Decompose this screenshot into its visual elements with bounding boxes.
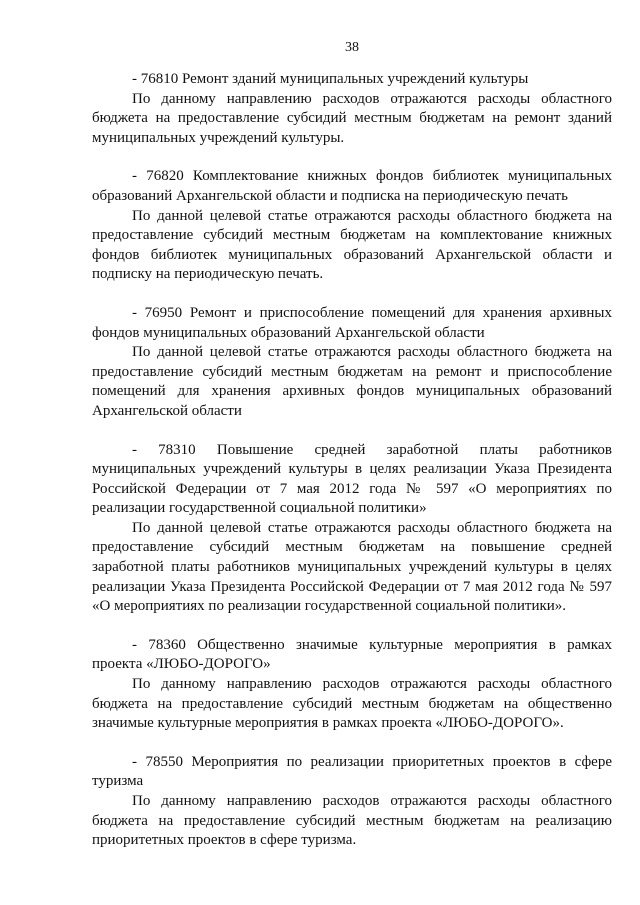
section-76810	[92, 70, 612, 148]
section-76950	[92, 304, 612, 422]
section-78310	[92, 441, 612, 617]
section-body: По данной целевой статье отражаются расходы областного бюджета на предоставление субсидий местным бюджетам на ремонт и приспособление помещений для хранения архивных фондов муниципальных образований Архангельской области	[92, 344, 612, 419]
section-heading: - 78310 Повышение средней заработной платы работников муниципальных учреждений культуры в целях реализации Указа Президента Российской Федерации от 7 мая 2012 года № 597 «О мероприятиях по реализации государственной социальной политики»	[92, 441, 612, 517]
section-heading: - 76820 Комплектование книжных фондов библиотек муниципальных образований Архангельской области и подписка на периодическую печать	[92, 168, 612, 204]
section-body: По данному направлению расходов отражаются расходы областного бюджета на предоставление субсидий местным бюджетам на реализацию приоритетных проектов в сфере туризма.	[92, 793, 612, 849]
section-body: По данному направлению расходов отражаются расходы областного бюджета на предоставление субсидий местным бюджетам на общественно значимые культурные мероприятия в рамках проекта «ЛЮБО-ДОРОГО».	[92, 676, 612, 732]
section-heading: - 76810 Ремонт зданий муниципальных учреждений культуры	[132, 71, 529, 87]
section-body: По данному направлению расходов отражаются расходы областного бюджета на предоставление субсидий местным бюджетам на ремонт зданий муниципальных учреждений культуры.	[92, 90, 612, 146]
section-heading: - 78360 Общественно значимые культурные мероприятия в рамках проекта «ЛЮБО-ДОРОГО»	[92, 636, 612, 673]
document-body	[92, 70, 612, 870]
page-number: 38	[345, 40, 359, 55]
section-heading: - 76950 Ремонт и приспособление помещений для хранения архивных фондов муниципальных образований Архангельской области	[92, 304, 612, 341]
section-76820	[92, 167, 612, 285]
section-heading: - 78550 Мероприятия по реализации приоритетных проектов в сфере туризма	[92, 753, 612, 790]
section-78550	[92, 753, 612, 851]
section-body: По данной целевой статье отражаются расходы областного бюджета на предоставление субсидий местным бюджетам на комплектование книжных фондов библиотек муниципальных образований Архангельской области и подписку на периодическую печать.	[92, 207, 612, 283]
section-78360	[92, 636, 612, 734]
section-body: По данной целевой статье отражаются расходы областного бюджета на предоставление субсидий местным бюджетам на повышение средней заработной платы работников муниципальных учреждений культуры в целях реализации Указа Президента Российской Федерации от 7 мая 2012 года № 597 «О мероприятиях по реализации государственной социальной политики».	[92, 519, 612, 615]
